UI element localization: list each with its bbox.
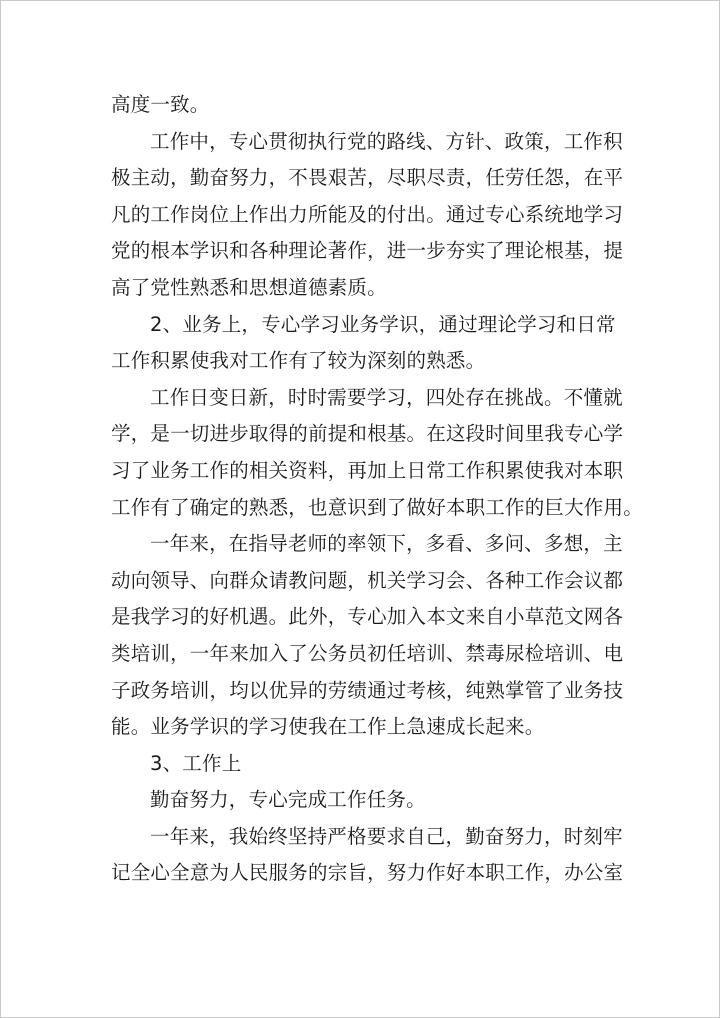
text-line: 极主动，勤奋努力，不畏艰苦，尽职尽责，任劳任怨，在平 <box>111 166 624 190</box>
text-line: 能。业务学识的学习使我在工作上急速成长起来。 <box>111 715 545 739</box>
paragraph <box>111 380 643 526</box>
paragraph <box>111 124 624 307</box>
paragraph <box>111 746 614 783</box>
text-line: 党的根本学识和各种理论著作，进一步夯实了理论根基，提 <box>111 239 624 263</box>
text-line: 记全心全意为人民服务的宗旨，努力作好本职工作，办公室 <box>111 861 624 885</box>
text-line: 子政务培训，均以优异的劳绩通过考核，纯熟掌管了业务技 <box>111 678 624 702</box>
text-line: 一年来，我始终坚持严格要求自己，勤奋努力，时刻牢 <box>150 824 623 848</box>
text-line: 工作中，专心贯彻执行党的路线、方针、政策，工作积 <box>150 129 623 153</box>
text-line: 工作积累使我对工作有了较为深刻的熟悉。 <box>111 349 486 373</box>
text-line: 一年来，在指导老师的率领下，多看、多问、多想，主 <box>150 532 623 556</box>
paragraph <box>111 87 614 124</box>
text-line: 凡的工作岗位上作出力所能及的付出。通过专心系统地学习 <box>111 202 624 226</box>
text-line: 学，是一切进步取得的前提和根基。在这段时间里我专心学 <box>111 422 624 446</box>
document-body <box>111 87 643 892</box>
text-line: 2、业务上，专心学习业务学识，通过理论学习和日常 <box>150 312 616 336</box>
text-line: 工作日变日新，时时需要学习，四处存在挑战。不懂就 <box>150 385 623 409</box>
paragraph <box>111 307 614 380</box>
text-line: 工作有了确定的熟悉，也意识到了做好本职工作的巨大作用。 <box>111 495 643 519</box>
text-line: 是我学习的好机遇。此外，专心加入本文来自小草范文网各 <box>111 605 624 629</box>
paragraph <box>111 819 624 892</box>
text-line: 高了党性熟悉和思想道德素质。 <box>111 275 387 299</box>
text-line: 类培训，一年来加入了公务员初任培训、禁毒尿检培训、电 <box>111 641 624 665</box>
paragraph <box>111 526 624 746</box>
text-line: 高度一致。 <box>111 93 210 116</box>
text-line: 动向领导、向群众请教问题，机关学习会、各种工作会议都 <box>111 568 624 592</box>
text-line: 习了业务工作的相关资料，再加上日常工作积累使我对本职 <box>111 458 624 482</box>
text-line: 勤奋努力，专心完成工作任务。 <box>150 788 426 812</box>
paragraph <box>111 782 614 819</box>
text-line: 3、工作上 <box>150 751 242 775</box>
